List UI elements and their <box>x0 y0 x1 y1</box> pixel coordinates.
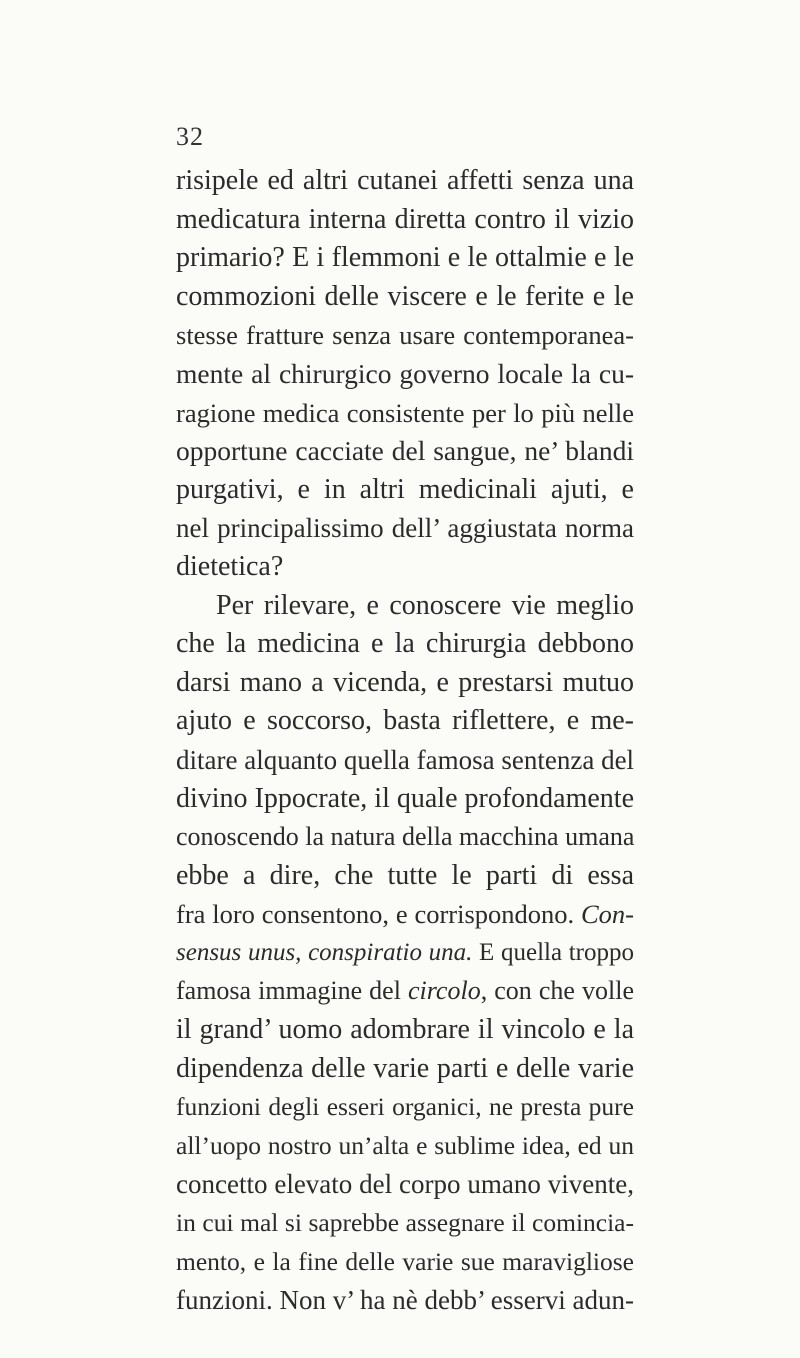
text-line: conoscendo la natura della macchina umana <box>176 822 635 852</box>
text-line: famosa immagine del circolo, con che volle <box>176 976 634 1006</box>
text-line: ditare alquanto quella famosa sentenza del <box>176 744 635 775</box>
paragraph-end-line: dietetica? <box>176 550 284 582</box>
text-line: concetto elevato del corpo umano vivente, <box>176 1169 634 1200</box>
paragraph-start-line: Per rilevare, e conoscere vie meglio <box>216 589 634 621</box>
latin-quote: sensus unus, conspiratio una. <box>176 938 473 966</box>
text-line: funzioni. Non v’ ha nè debb’ esservi adun- <box>176 1285 634 1316</box>
page-number: 32 <box>176 122 204 151</box>
italic-term: circolo <box>408 976 481 1006</box>
text-line: il grand’ uomo adombrare il vincolo e la <box>176 1014 634 1046</box>
text-line: opportune cacciate del sangue, ne’ blandi <box>176 435 634 467</box>
text-line: commozioni delle viscere e le ferite e le <box>176 280 634 312</box>
text-line: primario? E i flemmoni e le ottalmie e le <box>176 242 634 274</box>
text-line: fra loro consentono, e corrispondono. Con- <box>176 899 634 930</box>
text-line: divino Ippocrate, il quale profondamente <box>176 782 634 814</box>
text-line: risipele ed altri cutanei affetti senza una <box>176 165 634 196</box>
text-line: stesse fratture senza usare contemporanea- <box>176 320 634 351</box>
text-line: ebbe a dire, che tutte le parti di essa <box>176 859 634 891</box>
text-line: purgativi, e in altri medicinali ajuti, e <box>176 473 634 505</box>
latin-quote: Con- <box>581 899 634 930</box>
text-line: medicatura interna diretta contro il vizio <box>176 203 634 235</box>
text-line: ajuto e soccorso, basta riflettere, e me- <box>176 705 634 737</box>
text-line: sensus unus, conspiratio una. E quella troppo <box>176 938 634 966</box>
text-line: in cui mal si saprebbe assegnare il comincia- <box>176 1208 634 1238</box>
text-line: darsi mano a vicenda, e prestarsi mutuo <box>176 666 634 698</box>
text-line: dipendenza delle varie parti e delle varie <box>176 1052 634 1084</box>
text-line: funzioni degli esseri organici, ne presta pure <box>176 1092 634 1122</box>
text-line: nel principalissimo dell’ aggiustata norma <box>176 513 634 544</box>
text-line: che la medicina e la chirurgia debbono <box>176 628 634 660</box>
text-line: mento, e la fine delle varie sue maravigliose <box>176 1246 634 1276</box>
text-line: all’uopo nostro un’alta e sublime idea, ed un <box>176 1130 634 1160</box>
text-line: ragione medica consistente per lo più nelle <box>176 397 634 428</box>
text-line: mente al chirurgico governo locale la cu- <box>176 357 634 389</box>
body-text <box>176 162 634 1320</box>
